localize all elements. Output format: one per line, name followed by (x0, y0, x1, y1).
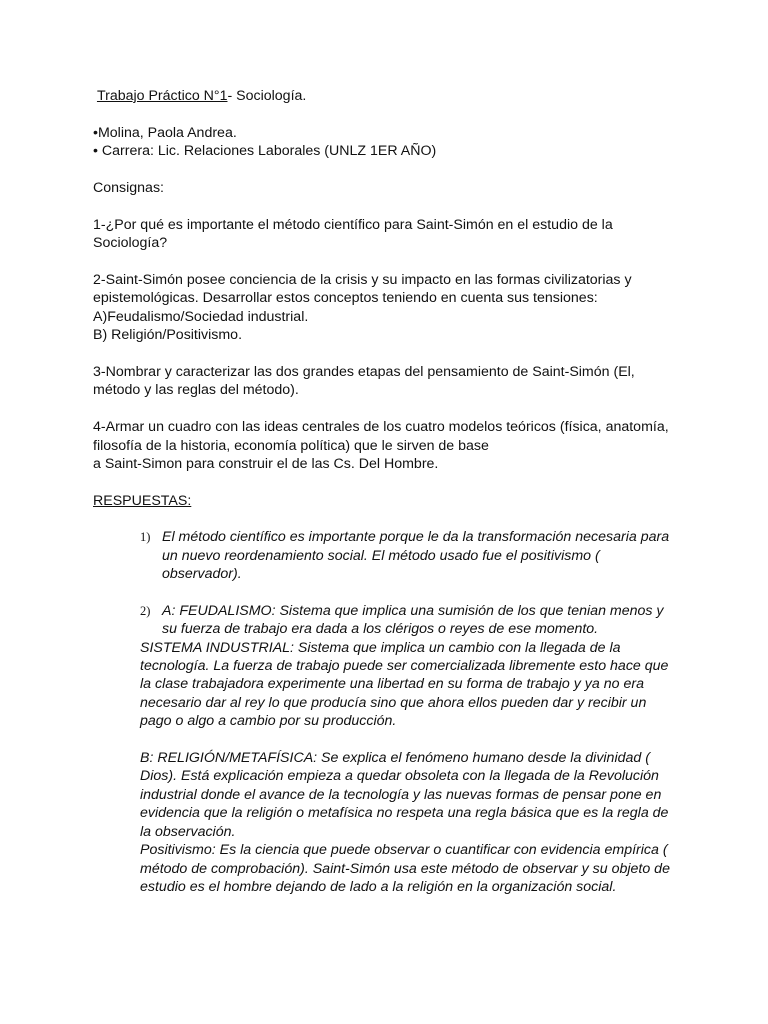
answer-line: A: FEUDALISMO: Sistema que implica una sumisión de los que tenian menos y (162, 602, 664, 619)
answer-line: pago o algo a cambio por su producción. (140, 713, 397, 730)
answer-line: un nuevo reordenamiento social. El método usado fue el positivismo ( (162, 547, 600, 564)
question-line: epistemológicas. Desarrollar estos conceptos teniendo en cuenta sus tensiones: (93, 290, 598, 307)
answer-line: SISTEMA INDUSTRIAL: Sistema que implica un cambio con la llegada de la (140, 639, 621, 656)
document-page (93, 87, 683, 896)
question-line: 1-¿Por qué es importante el método científico para Saint-Simón en el estudio de la (93, 216, 613, 233)
answer-number: 1) (140, 530, 151, 545)
question-2 (93, 271, 683, 345)
question-line: 3-Nombrar y caracterizar las dos grandes etapas del pensamiento de Saint-Simón (El, (93, 364, 635, 381)
question-line: a Saint-Simon para construir el de las Cs. Del Hombre. (93, 456, 439, 473)
question-line: A)Feudalismo/Sociedad industrial. (93, 308, 309, 325)
answer-1 (140, 528, 683, 583)
answer-2-positivismo (140, 841, 683, 896)
question-line: Sociología? (93, 235, 168, 252)
answer-2 (140, 602, 683, 639)
answer-2-industrial (140, 639, 683, 731)
question-line: 4-Armar un cuadro con las ideas centrales de los cuatro modelos teóricos (física, anatomía, (93, 419, 669, 436)
question-3 (93, 363, 683, 400)
answer-line: necesario dar al rey lo que producía sino que ahora ellos pueden dar y recibir un (140, 694, 647, 711)
answer-line: su fuerza de trabajo era dada a los clérigos o reyes de ese momento. (162, 621, 599, 638)
question-1 (93, 216, 683, 253)
answer-line: la clase trabajadora experimente una libertad en su forma de trabajo y ya no era (140, 676, 644, 693)
answers-section (140, 528, 683, 896)
title-underlined: Trabajo Práctico N°1 (96, 88, 228, 104)
answer-line: Positivismo: Es la ciencia que puede observar o cuantificar con evidencia empírica ( (140, 842, 668, 859)
author-name: •Molina, Paola Andrea. (93, 124, 237, 141)
answer-line: la observación. (140, 823, 236, 840)
question-line: B) Religión/Positivismo. (93, 327, 243, 344)
answer-2-religion (140, 749, 683, 841)
title-rest: - Sociología. (227, 88, 307, 104)
answer-line: industrial donde el avance de la tecnología y las nuevas formas de pensar pone en (140, 786, 662, 803)
respuestas-heading: RESPUESTAS: (93, 492, 192, 509)
answer-line: evidencia que la religión o metafísica no respeta una regla básica que es la regla de (140, 805, 669, 822)
document-title (93, 87, 683, 105)
answer-line: observador). (162, 566, 242, 583)
answer-line: tecnología. La fuerza de trabajo puede ser comercializada libremente esto hace que (140, 658, 669, 675)
question-4 (93, 418, 683, 473)
answer-line: estudio es el hombre dejando de lado a la religión en la organización social. (140, 878, 617, 895)
answer-line: método de comprobación). Saint-Simón usa este método de observar y su objeto de (140, 860, 670, 877)
question-line: filosofía de la historia, economía política) que le sirven de base (93, 437, 489, 454)
answer-line: Dios). Está explicación empieza a quedar obsoleta con la llegada de la Revolución (140, 768, 659, 785)
author-career: • Carrera: Lic. Relaciones Laborales (UNLZ 1ER AÑO) (93, 143, 437, 160)
answer-line: B: RELIGIÓN/METAFÍSICA: Se explica el fenómeno humano desde la divinidad ( (140, 750, 650, 767)
question-line: método y las reglas del método). (93, 382, 299, 399)
question-line: 2-Saint-Simón posee conciencia de la crisis y su impacto en las formas civilizatorias y (93, 272, 632, 288)
answer-line: El método científico es importante porque le da la transformación necesaria para (162, 529, 670, 546)
answer-number: 2) (140, 603, 151, 618)
consignas-heading: Consignas: (93, 180, 164, 196)
